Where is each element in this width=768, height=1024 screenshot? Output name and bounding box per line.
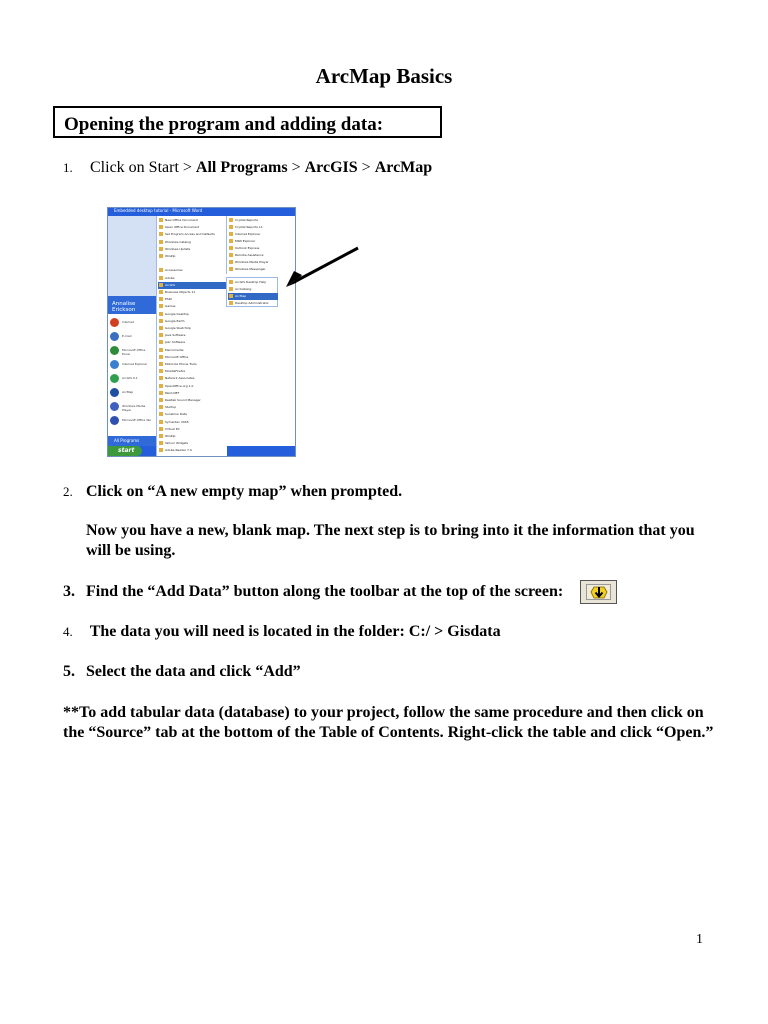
menu-item-label: Realtek Sound Manager	[165, 398, 201, 402]
folder-icon	[159, 376, 163, 380]
folder-icon	[159, 304, 163, 308]
user-name-bar: Annalise Erickson	[108, 296, 156, 314]
menu-item	[158, 354, 226, 361]
menu-item-label: Open Office Document	[165, 225, 200, 230]
step-2-paragraph: Now you have a new, blank map. The next step is to bring into it the information that you will be using.	[86, 522, 695, 559]
menu-item	[158, 325, 226, 332]
step-text: >	[287, 159, 305, 176]
folder-icon	[159, 369, 163, 373]
menu-item	[228, 259, 286, 266]
folder-icon	[159, 268, 163, 272]
menu-item	[158, 311, 226, 318]
left-item: Windows Media Player	[110, 402, 154, 414]
menu-item	[158, 447, 226, 454]
menu-item	[158, 347, 226, 354]
step-text-bold: C:/	[408, 623, 431, 640]
folder-icon	[229, 232, 233, 236]
arcgis-icon	[110, 374, 119, 383]
menu-item-label: Java Software	[165, 333, 186, 338]
window-title: Embedded desktop tutorial - Microsoft Word	[114, 208, 203, 213]
menu-item	[228, 238, 286, 245]
menu-item-label: Adobe Reader 7.0	[165, 448, 192, 453]
menu-item-label: Network Associates	[165, 376, 195, 381]
menu-item	[158, 361, 226, 368]
menu-item	[158, 411, 226, 418]
left-item: Internet	[110, 318, 154, 330]
email-icon	[110, 332, 119, 341]
folder-icon	[159, 247, 163, 251]
folder-icon	[159, 225, 163, 229]
folder-icon	[159, 398, 163, 402]
menu-item-label: Microsoft Office	[165, 354, 189, 359]
section-heading: Opening the program and adding data:	[53, 106, 442, 138]
menu-item	[158, 217, 226, 224]
menu-item	[228, 266, 286, 273]
menu-item	[158, 275, 226, 282]
excel-icon	[110, 346, 119, 355]
menu-item-label: Symantec 2005	[165, 419, 189, 424]
step-text: The data you will need is located in the folder:	[89, 623, 409, 640]
folder-icon	[229, 246, 233, 250]
folder-icon	[159, 427, 163, 431]
folder-icon	[159, 297, 163, 301]
menu-item	[158, 260, 226, 267]
folder-icon	[159, 448, 163, 452]
folder-icon	[159, 391, 163, 395]
folder-icon	[159, 384, 163, 388]
step-text-bold: ArcGIS	[304, 159, 358, 176]
menu-item	[158, 440, 226, 447]
menu-item-label: Windows Catalog	[165, 239, 191, 244]
menu-item-label: ArcMap	[235, 294, 247, 298]
media-player-icon	[110, 402, 119, 411]
step-text: Click on Start >	[90, 159, 196, 176]
menu-item-label: Windows Update	[165, 246, 191, 251]
all-programs-button: All Programs	[108, 436, 156, 446]
folder-icon	[159, 348, 163, 352]
programs-submenu-top	[226, 216, 287, 274]
ie-icon	[110, 360, 119, 369]
menu-item-label: ArcGIS	[165, 282, 175, 287]
menu-item	[158, 282, 226, 289]
folder-icon	[229, 301, 233, 305]
menu-item	[228, 245, 286, 252]
menu-item	[158, 426, 226, 433]
start-button: start	[108, 446, 142, 456]
folder-icon	[159, 362, 163, 366]
folder-icon	[229, 218, 233, 222]
folder-icon	[229, 225, 233, 229]
menu-item	[158, 267, 226, 274]
menu-item-label: Motorola Phone Tools	[165, 362, 197, 366]
page-title: ArcMap Basics	[315, 64, 453, 88]
menu-item-label: MSN Explorer	[235, 239, 256, 243]
left-strip	[108, 216, 156, 296]
folder-icon	[229, 287, 233, 291]
internet-icon	[110, 318, 119, 327]
menu-item-label: Google Desktop	[165, 311, 189, 316]
step-number: 1.	[63, 160, 73, 175]
folder-icon	[229, 253, 233, 257]
menu-item-label: Startup	[165, 405, 177, 410]
menu-item-label: Games	[165, 304, 176, 309]
step-2	[63, 482, 402, 502]
pointer-arrow-icon	[282, 245, 362, 290]
menu-item	[158, 419, 226, 426]
menu-item	[158, 433, 226, 440]
folder-icon	[159, 434, 163, 438]
menu-item	[158, 383, 226, 390]
folder-icon	[159, 340, 163, 344]
menu-item	[158, 224, 226, 231]
step-3	[63, 582, 563, 602]
menu-item-label: Outlook Express	[235, 246, 260, 250]
menu-item	[158, 397, 226, 404]
folder-icon	[229, 260, 233, 264]
menu-item	[158, 368, 226, 375]
step-text-bold: All Programs	[195, 159, 288, 176]
menu-item-label: WinZip	[165, 434, 176, 438]
menu-item-label: New Office Document	[165, 218, 198, 222]
folder-icon	[159, 283, 163, 287]
menu-item	[158, 303, 226, 310]
menu-item	[228, 224, 286, 231]
folder-icon	[159, 240, 163, 244]
menu-item	[158, 339, 226, 346]
folder-icon	[159, 276, 163, 280]
step-number: 2.	[63, 484, 73, 499]
menu-item	[228, 300, 278, 307]
menu-item	[228, 252, 286, 259]
folder-icon	[159, 405, 163, 409]
arcmap-icon	[110, 388, 119, 397]
menu-item-label: Business Objects 11	[165, 290, 196, 294]
menu-item	[158, 253, 226, 260]
step-1	[63, 158, 432, 178]
menu-item-label: Remote Assistance	[235, 253, 264, 257]
add-data-button-image	[580, 580, 617, 604]
step-text: Select the data and click “Add”	[86, 663, 301, 680]
menu-item-label: Google Earth	[165, 318, 185, 323]
folder-icon	[159, 254, 163, 258]
menu-item	[158, 239, 226, 246]
left-item: ArcMap	[110, 388, 154, 400]
menu-item	[158, 404, 226, 411]
add-data-icon	[586, 582, 612, 604]
left-item: E-mail	[110, 332, 154, 344]
menu-item-label: Desktop Administrator	[235, 301, 269, 305]
step-5	[63, 662, 301, 682]
menu-item-label: Jasc Software	[165, 340, 186, 345]
left-item: Microsoft Office Excel	[110, 346, 154, 358]
step-number: 4.	[63, 624, 73, 639]
menu-item	[158, 246, 226, 253]
menu-item-label: Google SketchUp	[165, 326, 191, 330]
step-text-bold: Gisdata	[447, 623, 501, 640]
menu-item	[228, 279, 278, 286]
menu-item	[158, 375, 226, 382]
programs-menu	[156, 216, 227, 456]
folder-icon	[229, 294, 233, 298]
menu-item-label: Set Program Access and Defaults	[165, 232, 215, 237]
menu-item	[158, 318, 226, 325]
menu-item-label: ArcGIS Desktop Help	[235, 280, 267, 284]
step-text: >	[430, 623, 448, 640]
folder-icon	[159, 326, 163, 330]
folder-icon	[159, 290, 163, 294]
menu-item-label: OpenOffice.org 1.0	[165, 383, 194, 388]
menu-item-label: Paint.NET	[165, 390, 180, 395]
tabular-data-note: **To add tabular data (database) to your project, follow the same procedure and then click on the “Source” tab at the bottom of the Table of Contents. Right-click the table and click “Open.”	[63, 704, 714, 741]
menu-item	[158, 231, 226, 238]
folder-icon	[159, 218, 163, 222]
folder-icon	[159, 412, 163, 416]
menu-item-label: Windows Media Player	[235, 260, 269, 264]
menu-item-label: WinZip	[165, 254, 176, 258]
menu-item	[158, 289, 226, 296]
menu-item	[158, 390, 226, 397]
left-item: Microsoft Office Wo	[110, 416, 154, 428]
step-number: 3.	[63, 583, 75, 600]
menu-item-label: Internet Explorer	[235, 232, 261, 236]
folder-icon	[159, 441, 163, 445]
arcgis-submenu	[226, 277, 278, 307]
step-text: >	[357, 159, 375, 176]
menu-item	[228, 217, 286, 224]
window-title-bar	[108, 208, 295, 216]
menu-item-label: Sunshine Data	[165, 412, 187, 417]
folder-icon	[159, 312, 163, 316]
menu-item	[158, 332, 226, 339]
menu-item	[158, 296, 226, 303]
folder-icon	[159, 232, 163, 236]
menu-item-label: Windows Messenger	[235, 267, 266, 271]
folder-icon	[159, 319, 163, 323]
menu-item-label: Adobe	[165, 275, 175, 280]
word-icon	[110, 416, 119, 425]
left-item: ArcGIS 9.1	[110, 374, 154, 386]
step-text: Find the “Add Data” button along the toolbar at the top of the screen:	[86, 583, 564, 600]
step-text-bold: ArcMap	[374, 159, 433, 176]
menu-item	[228, 293, 278, 300]
folder-icon	[159, 420, 163, 424]
start-menu-screenshot	[107, 207, 296, 457]
folder-icon	[229, 239, 233, 243]
folder-icon	[159, 333, 163, 337]
menu-item-label: MozillaFirefox	[165, 369, 186, 374]
left-item: Internet Explorer	[110, 360, 154, 372]
step-number: 5.	[63, 663, 75, 680]
menu-item-label: Crystal Reports	[235, 218, 258, 222]
folder-icon	[229, 280, 233, 284]
menu-item-label: Crystal Reports 11	[235, 225, 263, 229]
menu-item-label: Yahoo! Widgets	[165, 441, 189, 446]
folder-icon	[159, 355, 163, 359]
menu-item	[228, 231, 286, 238]
menu-item-label: ArcCatalog	[235, 287, 252, 291]
menu-item	[228, 286, 278, 293]
folder-icon	[229, 267, 233, 271]
menu-item-label: Macromedia	[165, 347, 184, 352]
menu-item-label: Virtual PC	[165, 426, 180, 431]
step-4	[63, 622, 501, 642]
menu-item-label: Accessories	[165, 268, 183, 273]
menu-item-label: ESRI	[165, 297, 172, 302]
step-text: Click on “A new empty map” when prompted.	[86, 483, 403, 500]
page-number: 1	[696, 932, 703, 947]
